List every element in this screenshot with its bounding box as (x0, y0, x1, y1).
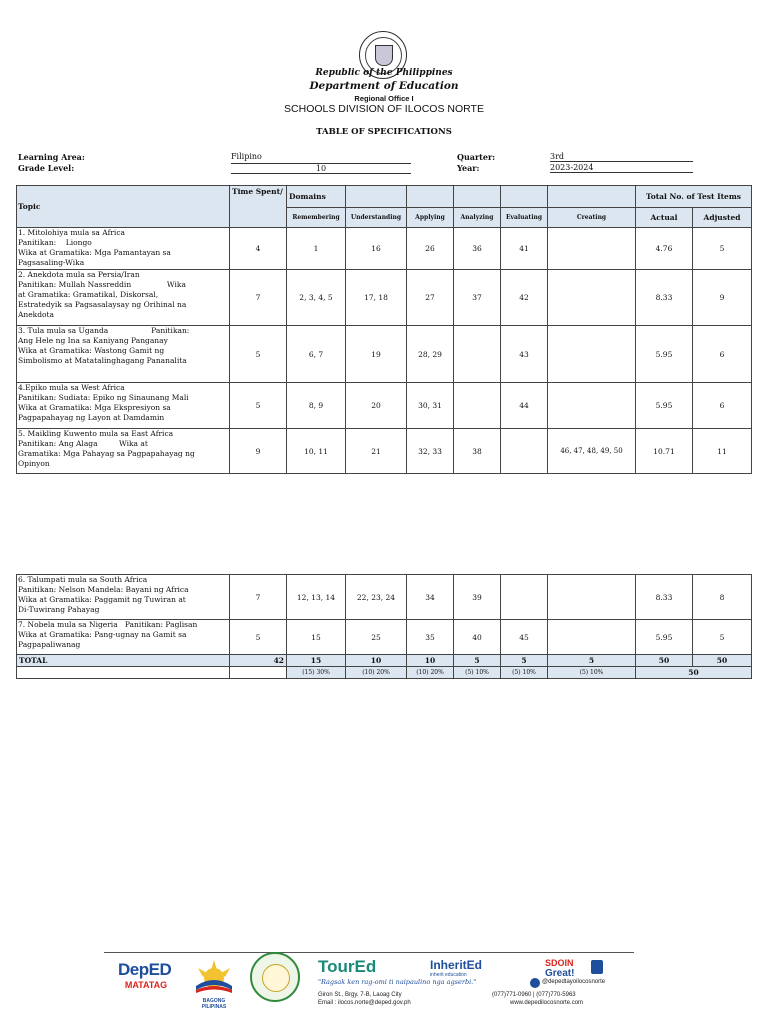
applying-cell: 26 (407, 228, 454, 270)
adjusted-cell: 5 (693, 620, 752, 655)
division-seal-logo (250, 952, 300, 1002)
creating-cell (548, 575, 636, 620)
creating-cell (548, 270, 636, 326)
total-items-header: Total No. of Test Items (636, 186, 752, 208)
adjusted-cell: 6 (693, 383, 752, 429)
creating-cell (548, 228, 636, 270)
footer-divider (104, 952, 634, 953)
document-title: TABLE OF SPECIFICATIONS (316, 127, 452, 137)
evaluating-cell: 41 (501, 228, 548, 270)
domains-blank (501, 186, 548, 208)
actual-header: Actual (636, 208, 693, 228)
adjusted-cell: 5 (693, 228, 752, 270)
bagong-pilipinas-sun-icon (190, 956, 238, 994)
topic-cell (17, 620, 230, 655)
pct-remembering: (15) 30% (287, 667, 346, 679)
topic-line: Wika at Gramatika: Pang-ugnay na Gamit sa (18, 630, 187, 639)
domains-blank (346, 186, 407, 208)
topic-cell (17, 383, 230, 429)
applying-cell: 34 (407, 575, 454, 620)
evaluating-cell: 44 (501, 383, 548, 429)
analyzing-cell: 37 (454, 270, 501, 326)
creating-cell (548, 326, 636, 383)
topic-line: at Gramatika: Gramatikal, Diskorsal, (18, 290, 159, 299)
bagong-pilipinas-text: BAGONG PILIPINAS (201, 998, 227, 1010)
evaluating-cell: 42 (501, 270, 548, 326)
pct-creating: (5) 10% (548, 667, 636, 679)
topic-line: 3. Tula mula sa Uganda Panitikan: (18, 326, 190, 335)
understanding-cell: 25 (346, 620, 407, 655)
topic-line: 7. Nobela mula sa Nigeria Panitikan: Paglisan (18, 620, 198, 629)
evaluating-cell: 43 (501, 326, 548, 383)
remembering-header: Remembering (287, 208, 346, 228)
applying-cell: 30, 31 (407, 383, 454, 429)
adjusted-header: Adjusted (693, 208, 752, 228)
email-text: Email : ilocos.norte@deped.gov.ph (318, 1000, 411, 1006)
pct-understanding: (10) 20% (346, 667, 407, 679)
deped-matatag-logo (118, 960, 174, 1004)
division-seal-inner (262, 964, 290, 992)
inherited-sub: inherit education (430, 972, 467, 978)
adjusted-cell: 11 (693, 429, 752, 474)
total-understanding: 10 (346, 655, 407, 667)
time-cell: 5 (230, 326, 287, 383)
creating-header: Creating (548, 208, 636, 228)
topic-line: Wika at Gramatika: Wastong Gamit ng (18, 346, 165, 355)
topic-line: Panitikan: Ang Alaga Wika at (18, 439, 148, 448)
year-value: 2023-2024 (550, 163, 693, 173)
table-row (17, 620, 752, 655)
department-text: Department of Education (309, 80, 459, 92)
analyzing-cell: 38 (454, 429, 501, 474)
topic-line: Opinyon (18, 459, 50, 468)
adjusted-cell: 9 (693, 270, 752, 326)
specification-table-continued (16, 574, 752, 679)
topic-line: Panitikan: Sudiata: Epiko ng Sinaunang Mali (18, 393, 189, 402)
topic-line: Pagpapahayag ng Layon at Damdamin (18, 413, 165, 422)
table-row (17, 228, 752, 270)
topic-line: Panitikan: Mullah Nassreddin Wika (18, 280, 186, 289)
pct-total: 50 (636, 667, 752, 679)
understanding-cell: 21 (346, 429, 407, 474)
topic-cell (17, 270, 230, 326)
understanding-cell: 17, 18 (346, 270, 407, 326)
evaluating-cell: 45 (501, 620, 548, 655)
remembering-cell: 6, 7 (287, 326, 346, 383)
division-text: SCHOOLS DIVISION OF ILOCOS NORTE (284, 103, 484, 115)
inherited-wordmark: InheritEd (430, 958, 483, 972)
remembering-cell: 15 (287, 620, 346, 655)
actual-cell: 8.33 (636, 575, 693, 620)
website-text: www.depedilocosnorte.com (510, 1000, 584, 1006)
time-cell: 7 (230, 575, 287, 620)
topic-cell (17, 575, 230, 620)
creating-cell (548, 383, 636, 429)
analyzing-cell: 40 (454, 620, 501, 655)
actual-cell: 10.71 (636, 429, 693, 474)
total-applying: 10 (407, 655, 454, 667)
remembering-cell: 10, 11 (287, 429, 346, 474)
applying-cell: 32, 33 (407, 429, 454, 474)
topic-line: Di-Tuwirang Pahayag (18, 605, 100, 614)
quarter-label: Quarter: (457, 152, 496, 162)
thumbs-up-icon (591, 960, 603, 974)
understanding-cell: 22, 23, 24 (346, 575, 407, 620)
actual-cell: 4.76 (636, 228, 693, 270)
address-text: Giron St., Brgy. 7-B, Laoag City (318, 992, 402, 998)
total-adjusted: 50 (693, 655, 752, 667)
actual-cell: 5.95 (636, 383, 693, 429)
bagong-pilipinas-logo (190, 956, 238, 1010)
deped-wordmark: DepED (118, 960, 172, 979)
time-cell: 7 (230, 270, 287, 326)
total-time: 42 (230, 655, 287, 667)
learning-area-label: Learning Area: (18, 152, 85, 162)
toured-logo (318, 957, 376, 977)
topic-line: 2. Anekdota mula sa Persia/Iran (18, 270, 140, 279)
creating-cell (548, 620, 636, 655)
total-actual: 50 (636, 655, 693, 667)
region-text: Regional Office I (354, 94, 414, 103)
domains-header: Domains (287, 186, 346, 208)
motto-text: "Ragsak ken rag-omi ti naipaulino nga agserbi." (318, 978, 477, 986)
table-row (17, 575, 752, 620)
total-label: TOTAL (17, 655, 230, 667)
evaluating-cell (501, 429, 548, 474)
actual-cell: 5.95 (636, 326, 693, 383)
pct-blank (230, 667, 287, 679)
topic-line: Ang Hele ng Ina sa Kaniyang Panganay (18, 336, 168, 345)
evaluating-header: Evaluating (501, 208, 548, 228)
topic-line: Estratedyik sa Pagsasalaysay ng Orihinal na (18, 300, 187, 309)
topic-line: 6. Talumpati mula sa South Africa (18, 575, 148, 584)
topic-cell (17, 228, 230, 270)
topic-line: Pagpapaliwanag (18, 640, 81, 649)
matatag-wordmark: MATATAG (124, 980, 168, 990)
year-label: Year: (457, 163, 480, 173)
facebook-icon (530, 978, 540, 988)
analyzing-header: Analyzing (454, 208, 501, 228)
table-row (17, 270, 752, 326)
applying-header: Applying (407, 208, 454, 228)
total-analyzing: 5 (454, 655, 501, 667)
grade-level-label: Grade Level: (18, 163, 75, 173)
creating-cell: 46, 47, 48, 49, 50 (548, 429, 636, 474)
topic-line: 1. Mitolohiya mula sa Africa (18, 228, 125, 237)
understanding-cell: 16 (346, 228, 407, 270)
topic-cell (17, 326, 230, 383)
domains-blank (548, 186, 636, 208)
time-cell: 4 (230, 228, 287, 270)
actual-cell: 8.33 (636, 270, 693, 326)
topic-line: Panitikan: Nelson Mandela: Bayani ng Africa (18, 585, 189, 594)
time-header: Time Spent/ (230, 186, 287, 228)
understanding-cell: 19 (346, 326, 407, 383)
topic-line: Wika at Gramatika: Mga Pamantayan sa (18, 248, 171, 257)
actual-cell: 5.95 (636, 620, 693, 655)
republic-text: Republic of the Philippines (315, 68, 453, 78)
total-remembering: 15 (287, 655, 346, 667)
topic-line: Wika at Gramatika: Paggamit ng Tuwiran at (18, 595, 186, 604)
analyzing-cell: 39 (454, 575, 501, 620)
topic-line: 5. Maikling Kuwento mula sa East Africa (18, 429, 174, 438)
topic-header: Topic (17, 186, 230, 228)
table-row (17, 429, 752, 474)
phone-text: (077)771-0960 | (077)770-5963 (492, 992, 576, 998)
inherited-logo (430, 958, 482, 978)
remembering-cell: 8, 9 (287, 383, 346, 429)
time-cell: 9 (230, 429, 287, 474)
remembering-cell: 1 (287, 228, 346, 270)
learning-area-value: Filipino (231, 152, 262, 161)
pct-applying: (10) 20% (407, 667, 454, 679)
time-cell: 5 (230, 383, 287, 429)
topic-line: 4.Epiko mula sa West Africa (18, 383, 125, 392)
applying-cell: 35 (407, 620, 454, 655)
understanding-cell: 20 (346, 383, 407, 429)
great-wordmark: Great! (545, 968, 575, 979)
applying-cell: 27 (407, 270, 454, 326)
remembering-cell: 2, 3, 4, 5 (287, 270, 346, 326)
pct-blank (17, 667, 230, 679)
quarter-value: 3rd (550, 152, 693, 162)
pct-analyzing: (5) 10% (454, 667, 501, 679)
analyzing-cell (454, 326, 501, 383)
analyzing-cell: 36 (454, 228, 501, 270)
topic-line: Pagsasaling-Wika (18, 258, 85, 267)
topic-line: Gramatika: Mga Pahayag sa Pagpapahayag ng (18, 449, 195, 458)
social-handle: @depedtayoilocosnorte (542, 979, 606, 985)
remembering-cell: 12, 13, 14 (287, 575, 346, 620)
domains-blank (407, 186, 454, 208)
pct-evaluating: (5) 10% (501, 667, 548, 679)
topic-line: Wika at Gramatika: Mga Ekspresiyon sa (18, 403, 171, 412)
topic-cell (17, 429, 230, 474)
evaluating-cell (501, 575, 548, 620)
topic-line: Anekdota (18, 310, 55, 319)
domains-blank (454, 186, 501, 208)
adjusted-cell: 6 (693, 326, 752, 383)
sdoin-great-logo (545, 958, 607, 979)
topic-line: Simbolismo at Matatalinghagang Pananalita (18, 356, 187, 365)
toured-wordmark: TourEd (318, 957, 377, 976)
seal-shield-icon (375, 45, 393, 66)
total-evaluating: 5 (501, 655, 548, 667)
grade-level-value: 10 (231, 163, 411, 174)
analyzing-cell (454, 383, 501, 429)
table-row (17, 383, 752, 429)
topic-line: Panitikan: Liongo (18, 238, 92, 247)
time-cell: 5 (230, 620, 287, 655)
applying-cell: 28, 29 (407, 326, 454, 383)
sdoin-wordmark: SDOIN (545, 958, 574, 968)
table-row (17, 326, 752, 383)
understanding-header: Understanding (346, 208, 407, 228)
total-creating: 5 (548, 655, 636, 667)
adjusted-cell: 8 (693, 575, 752, 620)
specification-table (16, 185, 752, 474)
